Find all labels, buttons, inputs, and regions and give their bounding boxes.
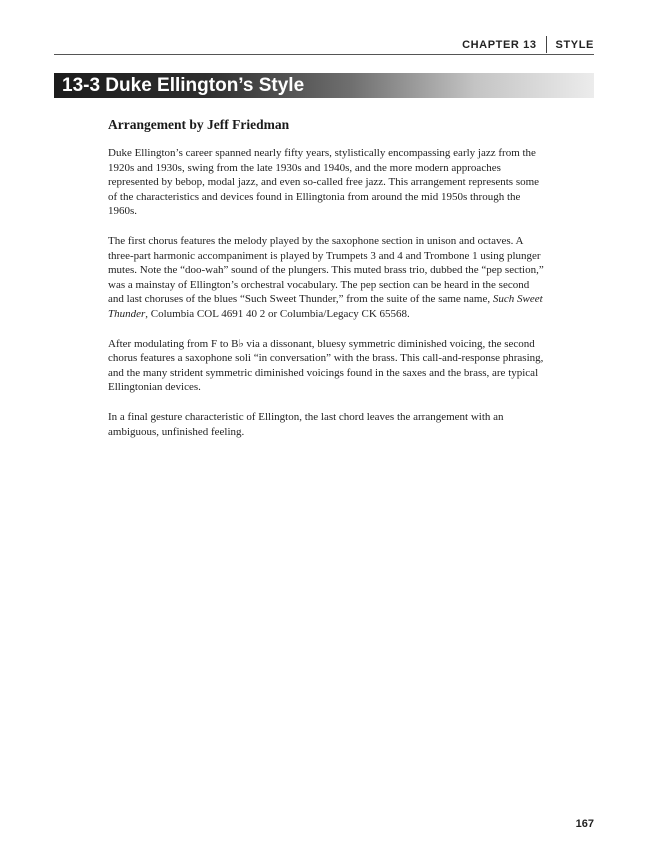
section-label: STYLE <box>555 38 594 51</box>
paragraph-second-chorus: After modulating from F to B♭ via a dissonant, bluesy symmetric diminished voicing, the second chorus features a saxophone soli “in conversation” with the brass. This call-and-response phrasing, and the many strident symmetric diminished voicings found in the saxes and the brass, are typical Ellingtonian devices. <box>108 337 544 394</box>
paragraph-career: Duke Ellington’s career spanned nearly fifty years, stylistically encompassing early jazz from the 1920s and 1930s, swing from the late 1930s and 1940s, and the more modern approaches represented by bebop, modal jazz, and even so-called free jazz. This arrangement represents some of the characteristics and devices found in Ellingtonia from around the mid 1950s through the 1960s. <box>108 147 540 218</box>
section-title: 13-3 Duke Ellington’s Style <box>62 75 305 96</box>
chapter-label: CHAPTER 13 <box>462 38 537 51</box>
paragraph-first-chorus <box>108 234 544 322</box>
section-banner <box>54 73 594 98</box>
arrangement-subhead: Arrangement by Jeff Friedman <box>108 117 290 132</box>
article-body <box>108 117 544 454</box>
page-number: 167 <box>575 818 594 830</box>
running-head-divider <box>546 36 547 53</box>
paragraph-first-chorus-text: The first chorus features the melody played by the saxophone section in unison and octaves. A three-part harmonic accompaniment is played by Trumpets 3 and 4 and Trombone 1 using plunger mutes. Note the “doo-wah” sound of the plungers. This muted brass trio, dubbed the “pep section,” was a mainstay of Ellington’s orchestral vocabulary. The pep section can be heard in the second and last choruses of the blues “Such Sweet Thunder,” from the suite of the same name, <box>108 234 544 306</box>
running-head <box>462 36 594 53</box>
paragraph-first-chorus-catalog: , Columbia COL 4691 40 2 or Columbia/Legacy CK 65568. <box>145 307 410 320</box>
header-rule <box>54 54 594 55</box>
album-title: Such Sweet Thunder <box>108 293 543 320</box>
paragraph-final-chord: In a final gesture characteristic of Ellington, the last chord leaves the arrangement with an ambiguous, unfinished feeling. <box>108 410 504 438</box>
